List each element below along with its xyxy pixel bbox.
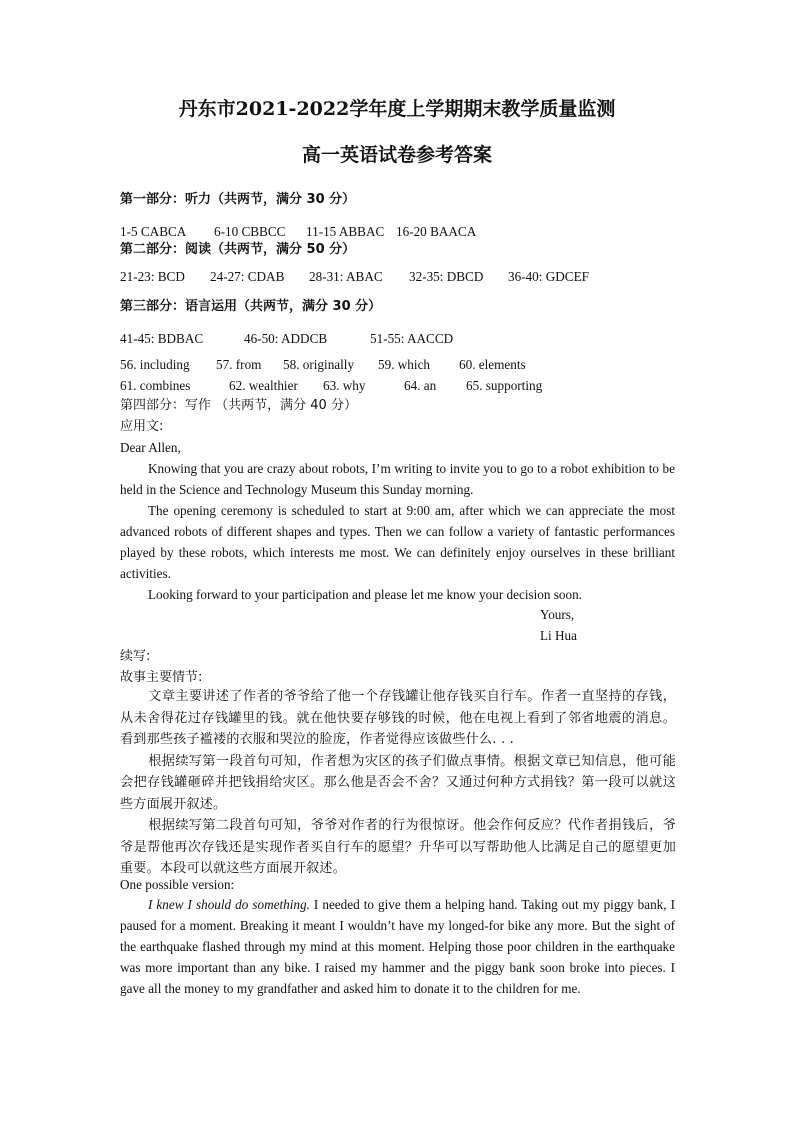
part3-heading: 第三部分：语言运用（共两节，满分 30 分） (120, 299, 382, 314)
answer-item: 56. including (120, 357, 190, 372)
answer-item: 60. elements (459, 357, 526, 372)
answer-item: 59. which (378, 357, 431, 372)
part1-answers (120, 225, 680, 241)
answer-group: 36-40: GDCEF (508, 269, 589, 284)
letter-paragraph: Looking forward to your participation and please let me know your decision soon. (148, 587, 582, 602)
plot-paragraph: 根据续写第一段首句可知，作者想为灾区的孩子们做点事情。根据文章已知信息，他可能会把存钱罐砸碎并把钱捐给灾区。那么他是否会不舍？又通过何种方式捐钱？第一段可以就这些方面展开叙述。 (120, 753, 676, 812)
answer-group: 28-31: ABAC (309, 269, 383, 284)
version-text: I needed to give them a helping hand. Taking out my piggy bank, I paused for a moment. Breaking it meant I wouldn’t have my longed-for bike any more. But the sight of the earthquake flashed through my mind at this moment. Helping those poor children in the earthquake was more important than any bike. I raised my hammer and the piggy bank soon broke into pieces. I gave all the money to my grandfather and asked him to donate it to the children for me. (120, 897, 675, 996)
part3-answers-row2 (120, 358, 680, 374)
part2-answers (120, 270, 680, 286)
part1-heading: 第一部分：听力（共两节，满分 30 分） (120, 192, 356, 207)
answer-group: 32-35: DBCD (409, 269, 484, 284)
answer-group: 51-55: AACCD (370, 331, 454, 346)
part3-answers-row1 (120, 332, 680, 348)
answer-item: 65. supporting (466, 378, 543, 393)
plot-paragraph: 根据续写第二段首句可知，爷爷对作者的行为很惊讶。他会作何反应？代作者捐钱后，爷爷是帮他再次存钱还是实现作者买自行车的愿望？升华可以写帮助他人比满足自己的愿望更加重要。本段可以就这些方面展开叙述。 (120, 818, 676, 876)
answer-item: 58. originally (283, 357, 355, 372)
letter-signature: Li Hua (540, 628, 577, 643)
answer-item: 61. combines (120, 378, 191, 393)
answer-item: 63. why (323, 378, 366, 393)
application-label: 应用文: (120, 419, 164, 434)
page-subtitle: 高一英语试卷参考答案 (301, 144, 492, 166)
letter-closing: Yours, (540, 607, 575, 622)
answer-group: 11-15 ABBAC (306, 224, 385, 239)
letter-paragraph: Knowing that you are crazy about robots, I’m writing to invite you to go to a robot exhibition to be held in the Science and Technology Museum this Sunday morning. (120, 461, 675, 497)
page-title: 丹东市2021-2022学年度上学期期末教学质量监测 (178, 98, 616, 120)
part3-answers-row3 (120, 379, 680, 395)
answer-group: 24-27: CDAB (210, 269, 285, 284)
plot-summary (120, 686, 676, 880)
answer-item: 64. an (404, 378, 437, 393)
answer-group: 46-50: ADDCB (244, 331, 328, 346)
letter-body (120, 458, 675, 605)
plot-paragraph: 文章主要讲述了作者的爷爷给了他一个存钱罐让他存钱买自行车。作者一直坚持的存钱，从未舍得花过存钱罐里的钱。就在他快要存够钱的时候，他在电视上看到了邻省地震的消息。看到那些孩子褴褛的衣服和哭泣的脸庞，作者觉得应该做些什么. . . (120, 689, 676, 747)
answer-group: 6-10 CBBCC (214, 224, 286, 239)
answer-item: 57. from (216, 357, 262, 372)
continuation-label: 续写: (120, 649, 151, 664)
answer-item: 62. wealthier (229, 378, 298, 393)
letter-paragraph: The opening ceremony is scheduled to start at 9:00 am, after which we can appreciate the most advanced robots of different shapes and types. Then we can follow a variety of fantastic performances played by these robots, which interests me most. We can definitely enjoy ourselves in these brilliant activities. (120, 503, 675, 581)
version-label: One possible version: (120, 877, 235, 892)
answer-group: 41-45: BDBAC (120, 331, 204, 346)
version-first-sentence: I knew I should do something. (148, 897, 310, 912)
sample-version (120, 894, 675, 999)
answer-group: 16-20 BAACA (396, 224, 477, 239)
part2-heading: 第二部分：阅读（共两节，满分 50 分） (120, 242, 356, 257)
part4-heading: 第四部分：写作 （共两节，满分 40 分） (120, 398, 357, 413)
answer-group: 21-23: BCD (120, 269, 185, 284)
answer-group: 1-5 CABCA (120, 224, 187, 239)
letter-greeting: Dear Allen, (120, 440, 181, 455)
plot-label: 故事主要情节: (120, 670, 203, 685)
